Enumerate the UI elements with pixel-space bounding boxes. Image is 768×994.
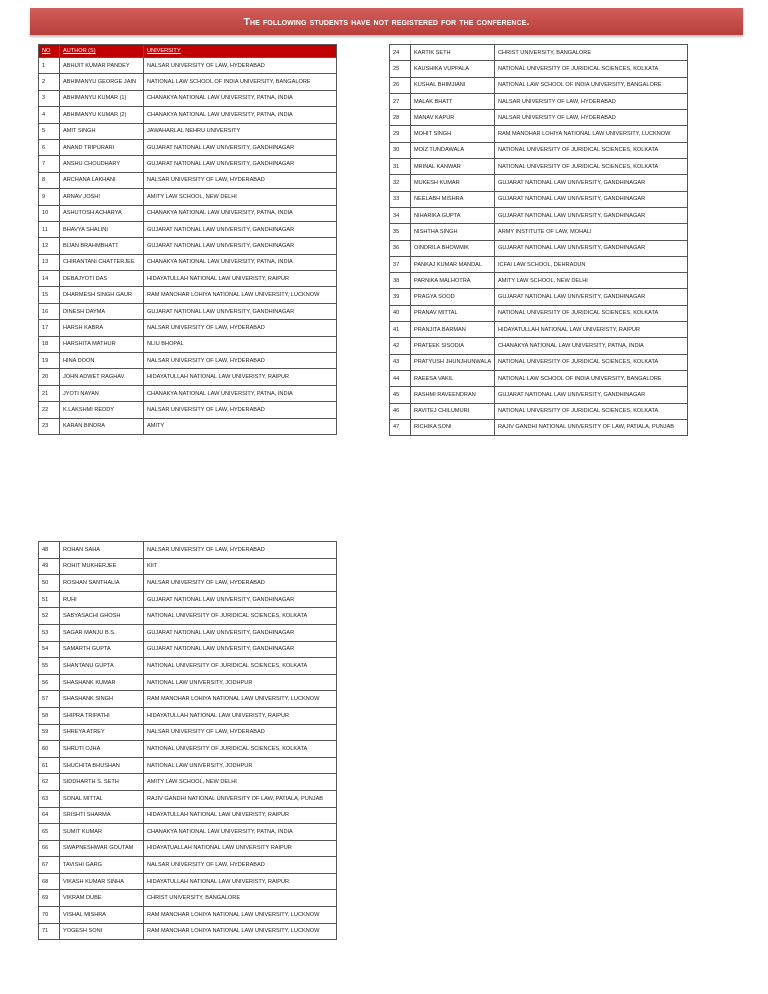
table-row bbox=[39, 254, 337, 270]
row-number: 3 bbox=[39, 90, 60, 106]
university-name: GUJARAT NATIONAL LAW UNIVERSITY, GANDHINAGAR bbox=[495, 240, 688, 256]
table-row bbox=[39, 90, 337, 106]
university-name: AMITY LAW SCHOOL, NEW DELHI bbox=[144, 774, 337, 791]
table-row bbox=[390, 338, 688, 354]
author-name: PRANAV MITTAL bbox=[411, 305, 495, 321]
university-name: AMITY LAW SCHOOL, NEW DELHI bbox=[495, 273, 688, 289]
table-row bbox=[390, 387, 688, 403]
author-name: PARNIKA MALHOTRA bbox=[411, 273, 495, 289]
university-name: NATIONAL LAW UNIVERSITY, JODHPUR bbox=[144, 757, 337, 774]
author-name: HARSHITA MATHUR bbox=[60, 336, 144, 352]
table-row bbox=[390, 175, 688, 191]
author-name: SAGAR MANJU B.S. bbox=[60, 624, 144, 641]
author-name: VIKRAM DUBE bbox=[60, 890, 144, 907]
table-row bbox=[39, 907, 337, 924]
column-header-university: UNIVERSITY bbox=[144, 45, 337, 58]
author-name: RAVITEJ CHILUMURI bbox=[411, 403, 495, 419]
university-name: GUJARAT NATIONAL LAW UNIVERSITY, GANDHINAGAR bbox=[495, 191, 688, 207]
university-name: RAJIV GANDHI NATIONAL UNIVERSITY OF LAW, PATIALA, PUNJAB bbox=[144, 790, 337, 807]
university-name: RAM MANOHAR LOHIYA NATIONAL LAW UNIVERSITY, LUCKNOW bbox=[144, 923, 337, 940]
row-number: 66 bbox=[39, 840, 60, 857]
row-number: 61 bbox=[39, 757, 60, 774]
university-name: CHANAKYA NATIONAL LAW UNIVERSITY, PATNA, INDIA bbox=[144, 205, 337, 221]
row-number: 68 bbox=[39, 873, 60, 890]
table-row bbox=[390, 207, 688, 223]
author-name: ASHUTOSH ACHARYA bbox=[60, 205, 144, 221]
author-name: ANAND TRIPURARI bbox=[60, 139, 144, 155]
row-number: 39 bbox=[390, 289, 411, 305]
author-name: ROSHAN SANTHALIA bbox=[60, 575, 144, 592]
table-row bbox=[39, 189, 337, 205]
university-name: CHANAKYA NATIONAL LAW UNIVERSITY, PATNA, INDIA bbox=[144, 824, 337, 841]
row-number: 23 bbox=[39, 418, 60, 434]
row-number: 67 bbox=[39, 857, 60, 874]
row-number: 49 bbox=[39, 558, 60, 575]
university-name: NATIONAL UNIVERSITY OF JURIDICAL SCIENCES, KOLKATA bbox=[495, 61, 688, 77]
author-name: MRINAL KANWAR bbox=[411, 159, 495, 175]
university-name: CHANAKYA NATIONAL LAW UNIVERSITY, PATNA, INDIA bbox=[144, 107, 337, 123]
university-name: CHANAKYA NATIONAL LAW UNIVERSITY, PATNA, INDIA bbox=[144, 254, 337, 270]
author-name: ANSHU CHOUDHARY bbox=[60, 156, 144, 172]
row-number: 45 bbox=[390, 387, 411, 403]
author-name: HARSH KABRA bbox=[60, 320, 144, 336]
university-name: NATIONAL UNIVERSITY OF JURIDICAL SCIENCES, KOLKATA bbox=[495, 354, 688, 370]
university-name: GUJARAT NATIONAL LAW UNIVERSITY, GANDHINAGAR bbox=[144, 238, 337, 254]
row-number: 18 bbox=[39, 336, 60, 352]
table-row bbox=[39, 824, 337, 841]
row-number: 51 bbox=[39, 591, 60, 608]
author-name: SONAL MITTAL bbox=[60, 790, 144, 807]
row-number: 13 bbox=[39, 254, 60, 270]
author-name: PRATYUSH JHUNJHUNWALA bbox=[411, 354, 495, 370]
table-row bbox=[39, 923, 337, 940]
author-name: RUHI bbox=[60, 591, 144, 608]
table-row bbox=[39, 707, 337, 724]
row-number: 46 bbox=[390, 403, 411, 419]
row-number: 48 bbox=[39, 542, 60, 559]
row-number: 9 bbox=[39, 189, 60, 205]
row-number: 8 bbox=[39, 172, 60, 188]
author-name: MALAK BHATT bbox=[411, 93, 495, 109]
author-name: SHASHANK KUMAR bbox=[60, 674, 144, 691]
row-number: 11 bbox=[39, 221, 60, 237]
university-name: NATIONAL LAW SCHOOL OF INDIA UNIVERSITY, BANGALORE bbox=[495, 77, 688, 93]
table-row bbox=[39, 724, 337, 741]
university-name: HIDAYATULLAH NATIONAL LAW UNIVERISTY, RAIPUR bbox=[144, 369, 337, 385]
author-name: HINA DOON bbox=[60, 353, 144, 369]
university-name: NATIONAL UNIVERSITY OF JURIDICAL SCIENCES, KOLKATA bbox=[495, 159, 688, 175]
row-number: 15 bbox=[39, 287, 60, 303]
university-name: NALSAR UNIVERSITY OF LAW, HYDERABAD bbox=[495, 93, 688, 109]
university-name: ARMY INSTITUTE OF LAW, MOHALI bbox=[495, 224, 688, 240]
university-name: ICFAI LAW SCHOOL, DEHRADUN bbox=[495, 256, 688, 272]
table-row bbox=[39, 608, 337, 625]
table-row bbox=[390, 93, 688, 109]
row-number: 38 bbox=[390, 273, 411, 289]
university-name: GUJARAT NATIONAL LAW UNIVERSITY, GANDHINAGAR bbox=[144, 591, 337, 608]
table-row bbox=[39, 74, 337, 90]
table-row bbox=[390, 256, 688, 272]
column-header-author: AUTHOR (S) bbox=[60, 45, 144, 58]
author-name: SRISHTI SHARMA bbox=[60, 807, 144, 824]
table-row bbox=[390, 61, 688, 77]
author-name: NEELABH MISHRA bbox=[411, 191, 495, 207]
author-name: SHREYA ATREY bbox=[60, 724, 144, 741]
table-row bbox=[39, 757, 337, 774]
row-number: 53 bbox=[39, 624, 60, 641]
author-name: KARTIK SETH bbox=[411, 45, 495, 61]
author-name: DHARMESH SINGH GAUR bbox=[60, 287, 144, 303]
author-name: SHASHANK SINGH bbox=[60, 691, 144, 708]
table-row bbox=[39, 107, 337, 123]
author-name: PRATEEK SISODIA bbox=[411, 338, 495, 354]
table-header-row bbox=[39, 45, 337, 58]
table-row bbox=[39, 558, 337, 575]
author-name: KUSHAL BHIMJIANI bbox=[411, 77, 495, 93]
university-name: RAM MANOHAR LOHIYA NATIONAL LAW UNIVERSITY, LUCKNOW bbox=[144, 691, 337, 708]
table-row bbox=[39, 353, 337, 369]
table-row bbox=[390, 159, 688, 175]
table-row bbox=[39, 271, 337, 287]
university-name: GUJARAT NATIONAL LAW UNIVERSITY, GANDHINAGAR bbox=[144, 641, 337, 658]
university-name: NALSAR UNIVERSITY OF LAW, HYDERABAD bbox=[144, 542, 337, 559]
author-name: ROHAN SAHA bbox=[60, 542, 144, 559]
university-name: NALSAR UNIVERSITY OF LAW, HYDERABAD bbox=[144, 320, 337, 336]
row-number: 65 bbox=[39, 824, 60, 841]
table-row bbox=[39, 591, 337, 608]
author-name: SAMARTH GUPTA bbox=[60, 641, 144, 658]
table-row bbox=[390, 419, 688, 435]
university-name: GUJARAT NATIONAL LAW UNIVERSITY, GANDHINAGAR bbox=[144, 221, 337, 237]
row-number: 70 bbox=[39, 907, 60, 924]
author-name: DINESH DAYMA bbox=[60, 303, 144, 319]
author-name: ABHIMANYU KUMAR (2) bbox=[60, 107, 144, 123]
column-header-no: NO bbox=[39, 45, 60, 58]
row-number: 1 bbox=[39, 58, 60, 74]
table-row bbox=[390, 77, 688, 93]
row-number: 55 bbox=[39, 658, 60, 675]
author-name: ROHIT MUKHERJEE bbox=[60, 558, 144, 575]
row-number: 26 bbox=[390, 77, 411, 93]
row-number: 60 bbox=[39, 741, 60, 758]
author-name: NIHARIKA GUPTA bbox=[411, 207, 495, 223]
university-name: NATIONAL UNIVERSITY OF JURIDICAL SCIENCES, KOLKATA bbox=[495, 305, 688, 321]
row-number: 43 bbox=[390, 354, 411, 370]
university-name: NALSAR UNIVERSITY OF LAW, HYDERABAD bbox=[144, 857, 337, 874]
row-number: 20 bbox=[39, 369, 60, 385]
row-number: 28 bbox=[390, 110, 411, 126]
row-number: 40 bbox=[390, 305, 411, 321]
row-number: 33 bbox=[390, 191, 411, 207]
table-row bbox=[390, 224, 688, 240]
row-number: 19 bbox=[39, 353, 60, 369]
table-row bbox=[39, 840, 337, 857]
table-row bbox=[39, 369, 337, 385]
university-name: GUJARAT NATIONAL LAW UNIVERSITY, GANDHINAGAR bbox=[495, 387, 688, 403]
university-name: AMITY bbox=[144, 418, 337, 434]
row-number: 57 bbox=[39, 691, 60, 708]
table-row bbox=[39, 58, 337, 74]
university-name: HIDAYATULLAH NATIONAL LAW UNIVERISTY, RAIPUR bbox=[144, 807, 337, 824]
row-number: 29 bbox=[390, 126, 411, 142]
table-row bbox=[39, 303, 337, 319]
university-name: NLIU BHOPAL bbox=[144, 336, 337, 352]
row-number: 31 bbox=[390, 159, 411, 175]
university-name: RAJIV GANDHI NATIONAL UNIVERSITY OF LAW, PATIALA, PUNJAB bbox=[495, 419, 688, 435]
university-name: NATIONAL UNIVERSITY OF JURIDICAL SCIENCES, KOLKATA bbox=[144, 741, 337, 758]
author-name: TAVISHI GARG bbox=[60, 857, 144, 874]
table-row bbox=[39, 205, 337, 221]
table-row bbox=[39, 807, 337, 824]
page-title: The following students have not registered for the conference. bbox=[243, 15, 530, 28]
university-name: NATIONAL LAW SCHOOL OF INDIA UNIVERSITY, BANGALORE bbox=[495, 370, 688, 386]
university-name: NATIONAL UNIVERSITY OF JURIDICAL SCIENCES, KOLKATA bbox=[144, 658, 337, 675]
table-row bbox=[390, 126, 688, 142]
table-row bbox=[39, 123, 337, 139]
university-name: AMITY LAW SCHOOL, NEW DELHI bbox=[144, 189, 337, 205]
author-name: SUMIT KUMAR bbox=[60, 824, 144, 841]
row-number: 6 bbox=[39, 139, 60, 155]
university-name: GUJARAT NATIONAL LAW UNIVERSITY, GANDHINAGAR bbox=[495, 175, 688, 191]
university-name: GUJARAT NATIONAL LAW UNIVERSITY, GANDHINAGAR bbox=[144, 139, 337, 155]
row-number: 10 bbox=[39, 205, 60, 221]
table-row bbox=[39, 890, 337, 907]
author-name: RICHIKA SONI bbox=[411, 419, 495, 435]
author-name: JYOTI NAYAN bbox=[60, 385, 144, 401]
author-name: NISHTHA SINGH bbox=[411, 224, 495, 240]
row-number: 36 bbox=[390, 240, 411, 256]
university-name: CHRIST UNIVERSITY, BANGALORE bbox=[144, 890, 337, 907]
registration-table-3 bbox=[38, 541, 337, 940]
table-row bbox=[390, 370, 688, 386]
table-row bbox=[39, 172, 337, 188]
author-name: DEBAJYOTI DAS bbox=[60, 271, 144, 287]
university-name: HIDAYATULLAH NATIONAL LAW UNIVERISTY, RAIPUR bbox=[144, 271, 337, 287]
table-row bbox=[39, 287, 337, 303]
row-number: 14 bbox=[39, 271, 60, 287]
author-name: MOHIT SINGH bbox=[411, 126, 495, 142]
university-name: NALSAR UNIVERSITY OF LAW, HYDERABAD bbox=[144, 172, 337, 188]
row-number: 56 bbox=[39, 674, 60, 691]
row-number: 30 bbox=[390, 142, 411, 158]
row-number: 34 bbox=[390, 207, 411, 223]
row-number: 24 bbox=[390, 45, 411, 61]
author-name: ABHIMANYU GEORGE JAIN bbox=[60, 74, 144, 90]
row-number: 4 bbox=[39, 107, 60, 123]
author-name: SHRUTI OJHA bbox=[60, 741, 144, 758]
table-row bbox=[390, 305, 688, 321]
author-name: BIJAN BRAHMBHATT bbox=[60, 238, 144, 254]
table-row bbox=[39, 542, 337, 559]
row-number: 64 bbox=[39, 807, 60, 824]
university-name: GUJARAT NATIONAL LAW UNIVERSITY, GANDHINAGAR bbox=[495, 289, 688, 305]
author-name: SWAPNESHWAR GOUTAM bbox=[60, 840, 144, 857]
university-name: CHANAKYA NATIONAL LAW UNIVERSITY, PATNA, INDIA bbox=[144, 385, 337, 401]
table-row bbox=[39, 418, 337, 434]
author-name: SHIPRA TRIPATHI bbox=[60, 707, 144, 724]
table-row bbox=[39, 691, 337, 708]
row-number: 69 bbox=[39, 890, 60, 907]
registration-table-2 bbox=[389, 44, 688, 436]
university-name: RAM MANOHAR LOHIYA NATIONAL LAW UNIVERSITY, LUCKNOW bbox=[495, 126, 688, 142]
table-row bbox=[39, 575, 337, 592]
university-name: GUJARAT NATIONAL LAW UNIVERSITY, GANDHINAGAR bbox=[144, 303, 337, 319]
university-name: NALSAR UNIVERSITY OF LAW, HYDERABAD bbox=[144, 353, 337, 369]
table-row bbox=[39, 402, 337, 418]
author-name: MANAV KAPUR bbox=[411, 110, 495, 126]
university-name: HIDAYATULLAH NATIONAL LAW UNIVERISTY, RAIPUR bbox=[495, 322, 688, 338]
author-name: MOIZ TUNDAWALA bbox=[411, 142, 495, 158]
author-name: VIKASH KUMAR SINHA bbox=[60, 873, 144, 890]
university-name: NALSAR UNIVERSITY OF LAW, HYDERABAD bbox=[144, 724, 337, 741]
table-row bbox=[39, 674, 337, 691]
row-number: 16 bbox=[39, 303, 60, 319]
table-row bbox=[390, 322, 688, 338]
author-name: YOGESH SONI bbox=[60, 923, 144, 940]
author-name: PRANJITA BARMAN bbox=[411, 322, 495, 338]
page-title-banner bbox=[30, 8, 743, 35]
university-name: NALSAR UNIVERSITY OF LAW, HYDERABAD bbox=[495, 110, 688, 126]
row-number: 62 bbox=[39, 774, 60, 791]
table-row bbox=[39, 873, 337, 890]
row-number: 42 bbox=[390, 338, 411, 354]
table-row bbox=[39, 624, 337, 641]
author-name: OINDRILA BHOWMIK bbox=[411, 240, 495, 256]
table-row bbox=[390, 110, 688, 126]
row-number: 22 bbox=[39, 402, 60, 418]
university-name: RAM MANOHAR LOHIYA NATIONAL LAW UNIVERSITY, LUCKNOW bbox=[144, 907, 337, 924]
row-number: 50 bbox=[39, 575, 60, 592]
author-name: SABYASACHI GHOSH bbox=[60, 608, 144, 625]
row-number: 41 bbox=[390, 322, 411, 338]
author-name: VISHAL MISHRA bbox=[60, 907, 144, 924]
table-row bbox=[39, 238, 337, 254]
table-row bbox=[390, 142, 688, 158]
table-row bbox=[39, 790, 337, 807]
row-number: 21 bbox=[39, 385, 60, 401]
author-name: PANKAJ KUMAR MANDAL bbox=[411, 256, 495, 272]
table-row bbox=[39, 156, 337, 172]
row-number: 12 bbox=[39, 238, 60, 254]
university-name: HIDAYATUALLAH NATIONAL LAW UNIVERSITY RAIPUR bbox=[144, 840, 337, 857]
university-name: KIIT bbox=[144, 558, 337, 575]
author-name: RASHMI RAVEENDRAN bbox=[411, 387, 495, 403]
author-name: BHAVYA SHALINI bbox=[60, 221, 144, 237]
table-row bbox=[39, 385, 337, 401]
table-row bbox=[390, 191, 688, 207]
author-name: AMIT SINGH bbox=[60, 123, 144, 139]
university-name: GUJARAT NATIONAL LAW UNIVERSITY, GANDHINAGAR bbox=[144, 624, 337, 641]
author-name: RAEESA VAKIL bbox=[411, 370, 495, 386]
row-number: 35 bbox=[390, 224, 411, 240]
row-number: 2 bbox=[39, 74, 60, 90]
table-row bbox=[390, 240, 688, 256]
university-name: CHRIST UNIVERSITY, BANGALORE bbox=[495, 45, 688, 61]
author-name: ARCHANA LAKHANI bbox=[60, 172, 144, 188]
table-row bbox=[39, 641, 337, 658]
university-name: NATIONAL LAW SCHOOL OF INDIA UNIVERSITY, BANGALORE bbox=[144, 74, 337, 90]
author-name: KAUSHIKA VUPPALA bbox=[411, 61, 495, 77]
table-row bbox=[39, 320, 337, 336]
author-name: SHUCHITA BHUSHAN bbox=[60, 757, 144, 774]
author-name: KARAN BINDRA bbox=[60, 418, 144, 434]
university-name: HIDAYATULLAH NATIONAL LAW UNIVERISTY, RAIPUR bbox=[144, 707, 337, 724]
university-name: NATIONAL UNIVERSITY OF JURIDICAL SCIENCES, KOLKATA bbox=[495, 403, 688, 419]
university-name: GUJARAT NATIONAL LAW UNIVERSITY, GANDHINAGAR bbox=[495, 207, 688, 223]
university-name: GUJARAT NATIONAL LAW UNIVERSITY, GANDHINAGAR bbox=[144, 156, 337, 172]
university-name: HIDAYATULLAH NATIONAL LAW UNIVERISTY, RAIPUR bbox=[144, 873, 337, 890]
row-number: 32 bbox=[390, 175, 411, 191]
university-name: NALSAR UNIVERSITY OF LAW, HYDERABAD bbox=[144, 575, 337, 592]
row-number: 52 bbox=[39, 608, 60, 625]
author-name: PRAGYA SOOD bbox=[411, 289, 495, 305]
row-number: 54 bbox=[39, 641, 60, 658]
table-row bbox=[390, 45, 688, 61]
table-row bbox=[390, 289, 688, 305]
table-row bbox=[390, 403, 688, 419]
table-row bbox=[39, 741, 337, 758]
university-name: JAWAHARLAL NEHRU UNIVERSITY bbox=[144, 123, 337, 139]
row-number: 63 bbox=[39, 790, 60, 807]
university-name: NALSAR UNIVERSITY OF LAW, HYDERABAD bbox=[144, 402, 337, 418]
author-name: SHANTANU GUPTA bbox=[60, 658, 144, 675]
row-number: 25 bbox=[390, 61, 411, 77]
table-row bbox=[39, 336, 337, 352]
table-row bbox=[39, 221, 337, 237]
university-name: NATIONAL UNIVERSITY OF JURIDICAL SCIENCES, KOLKATA bbox=[495, 142, 688, 158]
university-name: RAM MANOHAR LOHIYA NATIONAL LAW UNIVERSITY, LUCKNOW bbox=[144, 287, 337, 303]
row-number: 17 bbox=[39, 320, 60, 336]
row-number: 37 bbox=[390, 256, 411, 272]
row-number: 59 bbox=[39, 724, 60, 741]
row-number: 27 bbox=[390, 93, 411, 109]
table-row bbox=[390, 273, 688, 289]
table-row bbox=[390, 354, 688, 370]
university-name: NALSAR UNIVERSITY OF LAW, HYDERABAD bbox=[144, 58, 337, 74]
table-row bbox=[39, 139, 337, 155]
registration-table-1 bbox=[38, 44, 337, 435]
row-number: 58 bbox=[39, 707, 60, 724]
row-number: 7 bbox=[39, 156, 60, 172]
author-name: SIDDHARTH S. SETH bbox=[60, 774, 144, 791]
author-name: ABHIJIT KUMAR PANDEY bbox=[60, 58, 144, 74]
author-name: ABHIMANYU KUMAR (1) bbox=[60, 90, 144, 106]
author-name: K.LAKSHMI REDDY bbox=[60, 402, 144, 418]
author-name: CHIRANTANI CHATTERJEE bbox=[60, 254, 144, 270]
table-row bbox=[39, 774, 337, 791]
table-row bbox=[39, 857, 337, 874]
row-number: 47 bbox=[390, 419, 411, 435]
university-name: CHANAKYA NATIONAL LAW UNIVERSITY, PATNA, INDIA bbox=[144, 90, 337, 106]
university-name: NATIONAL UNIVERSITY OF JURIDICAL SCIENCES, KOLKATA bbox=[144, 608, 337, 625]
university-name: NATIONAL LAW UNIVERSITY, JODHPUR bbox=[144, 674, 337, 691]
author-name: ARNAV JOSHI bbox=[60, 189, 144, 205]
row-number: 5 bbox=[39, 123, 60, 139]
row-number: 44 bbox=[390, 370, 411, 386]
author-name: MUKESH KUMAR bbox=[411, 175, 495, 191]
row-number: 71 bbox=[39, 923, 60, 940]
university-name: CHANAKYA NATIONAL LAW UNIVERSITY, PATNA, INDIA bbox=[495, 338, 688, 354]
table-row bbox=[39, 658, 337, 675]
author-name: JOHN ADWET RAGHAV bbox=[60, 369, 144, 385]
